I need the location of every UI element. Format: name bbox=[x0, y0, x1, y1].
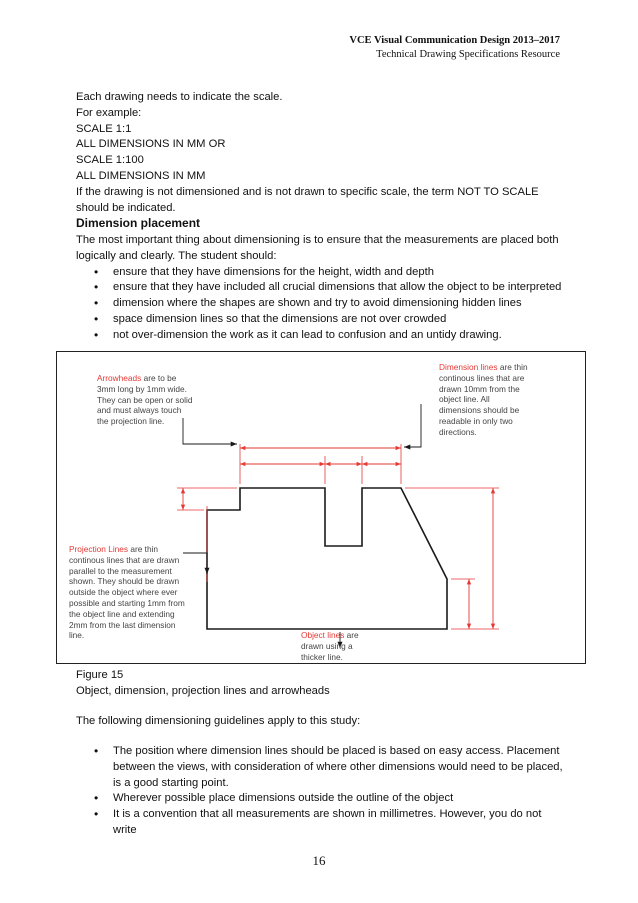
list-item: • The position where dimension lines should be placed is based on easy access. Placement between the views, with consideration of where other dimensions would need to be placed, is a good starting point. bbox=[76, 744, 566, 791]
list-item: • ensure that they have dimensions for the height, width and depth bbox=[76, 265, 566, 281]
object-outline bbox=[207, 488, 447, 629]
arrowheads-text: are to be 3mm long by 1mm wide. They can be open or solid and must always touch the projection line. bbox=[97, 373, 193, 427]
figure-caption bbox=[76, 668, 330, 699]
dimension-lines-label: Dimension lines bbox=[439, 362, 498, 372]
projection-lines-label: Projection Lines bbox=[69, 544, 129, 554]
scale-line: If the drawing is not dimensioned and is not drawn to specific scale, the term NOT TO SCALE should be indicated. bbox=[76, 185, 539, 214]
arrowheads-label: Arrowheads bbox=[97, 373, 142, 383]
dimension-placement-heading: Dimension placement bbox=[76, 216, 201, 230]
dimension-intro: The most important thing about dimensioning is to ensure that the measurements are placed both logically and clearly. The student should: bbox=[76, 234, 559, 262]
guidelines-bullet-list bbox=[76, 744, 566, 839]
dimension-lines-leader bbox=[404, 404, 421, 447]
scale-line: Each drawing needs to indicate the scale. bbox=[76, 91, 283, 103]
list-item: • not over-dimension the work as it can lead to confusion and an untidy drawing. bbox=[76, 328, 566, 344]
horizontal-projection-lines bbox=[177, 488, 499, 629]
list-item: • Wherever possible place dimensions outside the outline of the object bbox=[76, 791, 566, 807]
vertical-projection-lines bbox=[207, 444, 401, 582]
list-item: • space dimension lines so that the dimensions are not over crowded bbox=[76, 312, 566, 328]
figure-caption-text: Object, dimension, projection lines and arrowheads bbox=[76, 684, 330, 697]
page-number: 16 bbox=[312, 853, 326, 868]
header-title: VCE Visual Communication Design 2013–2017 bbox=[349, 35, 560, 46]
figure-number: Figure 15 bbox=[76, 669, 124, 681]
dimension-bullet-list bbox=[76, 265, 566, 344]
object-lines-text: are drawn using a thicker line. bbox=[301, 630, 359, 662]
figure-15-diagram bbox=[56, 351, 586, 664]
header-subtitle: Technical Drawing Specifications Resource bbox=[376, 49, 560, 60]
object-lines-annotation bbox=[301, 630, 369, 662]
list-item: • It is a convention that all measurements are shown in millimetres. However, you do not write bbox=[76, 807, 566, 839]
leader-arrows bbox=[183, 404, 421, 648]
guidelines-section bbox=[76, 744, 566, 839]
scale-line: SCALE 1:100 bbox=[76, 154, 144, 167]
scale-line: For example: bbox=[76, 106, 142, 119]
page-header bbox=[349, 34, 560, 62]
object-lines-label: Object lines bbox=[301, 630, 345, 640]
guidelines-intro: The following dimensioning guidelines apply to this study: bbox=[76, 715, 361, 727]
dimension-lines-text: are thin continous lines that are drawn 10mm from the object line. All dimensions should be readable in only two directions. bbox=[439, 362, 528, 437]
dimension-section bbox=[76, 233, 566, 344]
arrowheads-annotation bbox=[97, 373, 193, 427]
list-item: • dimension where the shapes are shown and try to avoid dimensioning hidden lines bbox=[76, 296, 566, 312]
list-item: • ensure that they have included all crucial dimensions that allow the object to be interpreted bbox=[76, 280, 566, 296]
projection-lines-annotation bbox=[69, 544, 185, 641]
scale-line: ALL DIMENSIONS IN MM OR bbox=[76, 138, 226, 151]
scale-line: ALL DIMENSIONS IN MM bbox=[76, 169, 206, 182]
scale-section bbox=[76, 90, 566, 216]
projection-lines-text: are thin continous lines that are drawn parallel to the measurement shown. They should be drawn outside the object where ever possible and starting 1mm from the object line and extending 2mm from the last dimension line. bbox=[69, 544, 185, 641]
scale-line: SCALE 1:1 bbox=[76, 122, 132, 135]
projection-lines-leader bbox=[183, 553, 207, 574]
dimension-lines-annotation bbox=[439, 362, 531, 438]
